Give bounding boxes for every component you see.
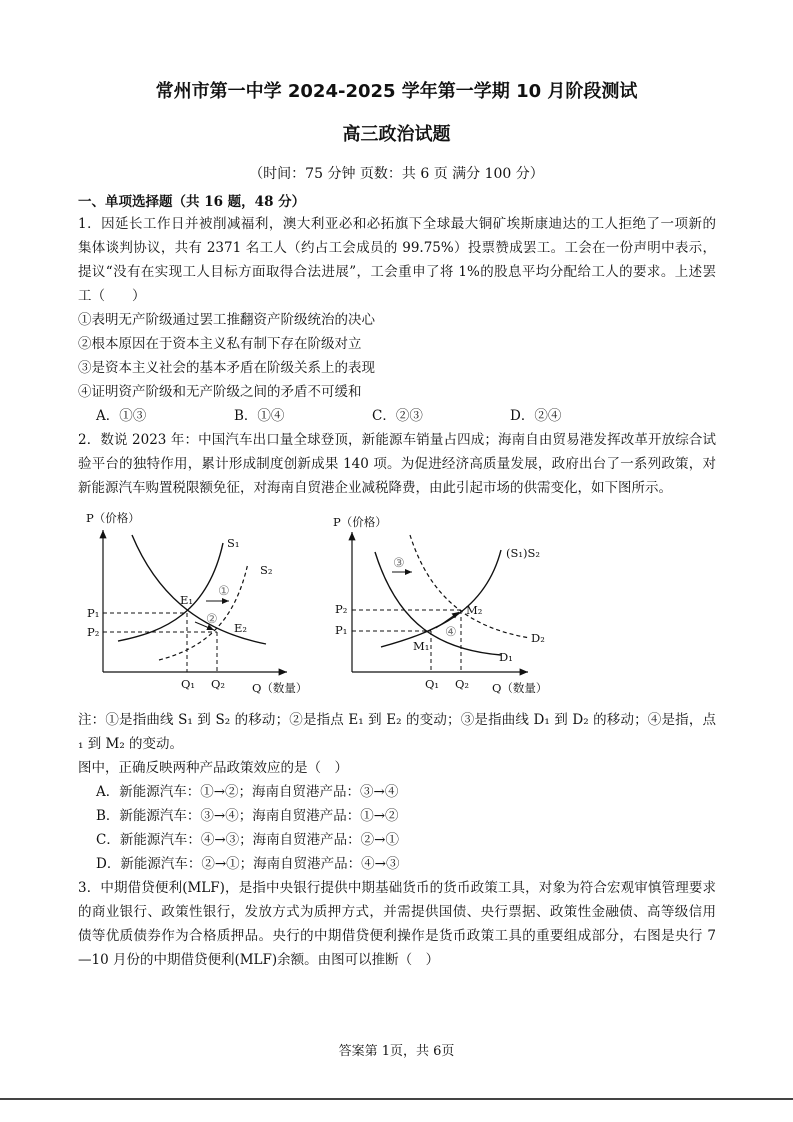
question-3 (78, 876, 716, 972)
q2-label: Q₂ (455, 677, 470, 691)
exam-title: 常州市第一中学 2024-2025 学年第一学期 10 月阶段测试 (155, 81, 638, 102)
q1-statement: ④证明资产阶级和无产阶级之间的矛盾不可缓和 (78, 384, 362, 400)
q2-option-c[interactable]: C．新能源汽车：④→③；海南自贸港产品：②→① (96, 832, 399, 848)
page-footer: 答案第 1页，共 6页 (338, 1044, 455, 1059)
q2-option-b[interactable]: B．新能源汽车：③→④；海南自贸港产品：①→② (96, 808, 399, 824)
supply-label: (S₁)S₂ (506, 546, 540, 560)
mark-3: ③ (393, 556, 405, 571)
left-graph (86, 511, 307, 695)
q3-line: 3．中期借贷便利(MLF)，是指中央银行提供中期基础货币的货币政策工具，对象为符合宏观审慎管理要求 (78, 880, 716, 896)
q1-line: 1．因延长工作日并被削减福利，澳大利亚必和必拓旗下全球最大铜矿埃斯康迪达的工人拒绝了一项新的 (78, 216, 716, 232)
d1-label: D₁ (499, 650, 513, 664)
q3-line: 债等优质债券作为合格质押品。央行的中期借贷便利操作是货币政策工具的重要组成部分，右图是央行 7 (78, 928, 716, 944)
q2-note-line: 注：①是指曲线 S₁ 到 S₂ 的移动；②是指点 E₁ 到 E₂ 的变动；③是指曲线 D₁ 到 D₂ 的移动；④是指，点 (78, 712, 716, 728)
y-axis-label: P（价格） (86, 511, 140, 525)
exam-meta: （时间：75 分钟 页数：共 6 页 满分 100 分） (249, 166, 544, 182)
q1-line: 工（ ） (78, 288, 146, 304)
x-axis-label: Q（数量） (492, 681, 548, 695)
q2-line: 新能源汽车购置税限额免征，对海南自贸港企业减税降费，由此引起市场的供需变化，如下图所示。 (78, 480, 672, 496)
question-2-continued (78, 708, 716, 876)
q1-option-d[interactable]: D．②④ (510, 408, 562, 424)
e1-label: E₁ (180, 593, 194, 607)
mark-1: ① (218, 584, 230, 599)
p2-label: P₂ (87, 625, 100, 639)
p2-label: P₂ (335, 602, 348, 616)
q3-line: 的商业银行、政策性银行，发放方式为质押方式，并需提供国债、央行票据、政策性金融债、高等级信用 (78, 904, 716, 920)
s1-label: S₁ (227, 536, 240, 550)
e2-label: E₂ (234, 621, 248, 635)
q1-option-a[interactable]: A．①③ (96, 408, 147, 424)
p1-label: P₁ (87, 606, 100, 620)
section-heading: 一、单项选择题（共 16 题，48 分） (78, 194, 306, 210)
q1-line: 提议“没有在实现工人目标方面取得合法进展”，工会重申了将 1%的股息平均分配给工人的要求。上述罢 (78, 264, 716, 280)
mark-4: ④ (445, 625, 457, 640)
m1-label: M₁ (413, 639, 430, 653)
q2-note-line: ₁ 到 M₂ 的变动。 (78, 736, 184, 752)
y-axis-label: P（价格） (333, 515, 387, 529)
q1-line: 集体谈判协议，共有 2371 名工人（约占工会成员的 99.75%）投票赞成罢工。工会在一份声明中表示， (78, 240, 716, 256)
q1-statement: ②根本原因在于资本主义私有制下存在阶级对立 (78, 336, 362, 352)
bottom-divider (0, 1098, 793, 1100)
m2-label: M₂ (466, 603, 483, 617)
exam-subtitle: 高三政治试题 (342, 124, 451, 145)
q1-label: Q₁ (181, 677, 196, 691)
q2-option-d[interactable]: D．新能源汽车：②→①；海南自贸港产品：④→③ (96, 856, 400, 872)
supply-curve-s2 (159, 563, 248, 660)
q1-statement: ①表明无产阶级通过罢工推翻资产阶级统治的决心 (78, 312, 375, 328)
mark-2: ② (206, 612, 218, 627)
q3-line: —10 月份的中期借贷便利(MLF)余额。由图可以推断（ ） (78, 952, 440, 968)
q1-option-b[interactable]: B．①④ (234, 408, 285, 424)
q1-statement: ③是资本主义社会的基本矛盾在阶级关系上的表现 (78, 360, 375, 376)
q2-label: Q₂ (211, 677, 226, 691)
q2-line: 验平台的独特作用，累计形成制度创新成果 140 项。为促进经济高质量发展，政府出台了一系列政策，对 (78, 456, 716, 472)
q2-option-a[interactable]: A．新能源汽车：①→②；海南自贸港产品：③→④ (96, 784, 399, 800)
q1-label: Q₁ (425, 677, 440, 691)
q2-stem: 图中，正确反映两种产品政策效应的是（ ） (78, 760, 348, 776)
x-axis-label: Q（数量） (252, 681, 308, 695)
d2-label: D₂ (531, 631, 545, 645)
q2-line: 2．数说 2023 年：中国汽车出口量全球登顶，新能源车销量占四成；海南自由贸易港发挥改革开放综合试 (78, 432, 716, 448)
p1-label: P₁ (335, 623, 348, 637)
s2-label: S₂ (260, 563, 273, 577)
q1-option-c[interactable]: C．②③ (372, 408, 423, 424)
right-graph (333, 515, 547, 695)
